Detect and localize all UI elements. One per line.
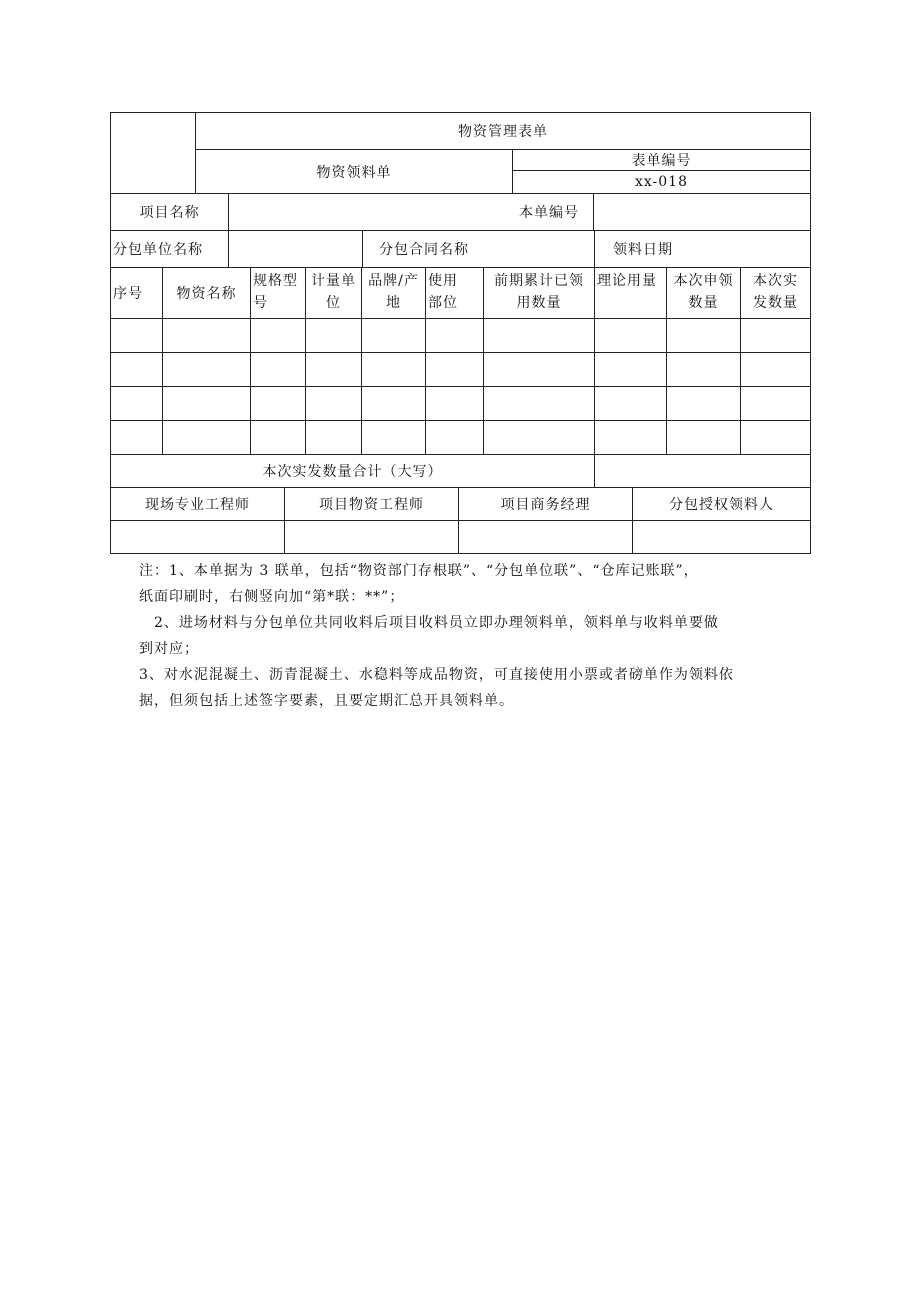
note-1-line-1: 注：1、本单据为 3 联单，包括“物资部门存根联”、“分包单位联”、“仓库记账联”，: [139, 563, 699, 579]
note-3-line-2: 据，但须包括上述签字要素，且要定期汇总开具领料单。: [139, 693, 514, 709]
col-apply: 本次申领 数量: [667, 268, 741, 319]
col-unit: 计量单 位: [306, 268, 362, 319]
total-row: [110, 454, 811, 488]
note-3-line-1: 3、对水泥混凝土、沥青混凝土、水稳料等成品物资，可直接使用小票或者磅单作为领料依: [139, 667, 734, 683]
note-2-line-2: 到对应；: [139, 641, 199, 657]
subcontractor-value[interactable]: [229, 231, 363, 268]
col-cumulative: 前期累计已领 用数量: [484, 268, 595, 319]
material-requisition-form: [110, 112, 810, 554]
project-name-label: 项目名称: [111, 194, 229, 231]
col-usage: 使用 部位: [426, 268, 484, 319]
col-name: 物资名称: [163, 268, 251, 319]
col-seq: 序号: [111, 268, 163, 319]
material-engineer-label: 项目物资工程师: [285, 488, 459, 521]
table-row: [111, 353, 811, 387]
table-row: [111, 421, 811, 455]
form-title: 物资领料单: [196, 150, 513, 194]
subcontractor-label: 分包单位名称: [111, 231, 229, 268]
commercial-manager-signature[interactable]: [459, 521, 633, 554]
management-title: 物资管理表单: [196, 113, 811, 150]
items-header-row: [111, 268, 811, 319]
signature-table: [110, 487, 811, 554]
total-label: 本次实发数量合计（大写）: [111, 455, 595, 488]
site-engineer-label: 现场专业工程师: [111, 488, 285, 521]
form-notes: [139, 558, 811, 714]
col-actual: 本次实 发数量: [741, 268, 811, 319]
col-spec: 规格型 号: [251, 268, 306, 319]
form-no-label: 表单编号: [513, 150, 811, 171]
col-theory: 理论用量: [595, 268, 667, 319]
total-value[interactable]: [595, 455, 811, 488]
logo-cell: [111, 113, 196, 194]
contract-label: 分包合同名称: [363, 231, 595, 268]
doc-no-value[interactable]: [594, 194, 811, 231]
form-header: [110, 112, 811, 194]
note-2-line-1: 2、进场材料与分包单位共同收料后项目收料员立即办理领料单，领料单与收料单要做: [139, 615, 719, 631]
authorized-receiver-label: 分包授权领料人: [633, 488, 811, 521]
col-brand: 品牌/产 地: [362, 268, 426, 319]
table-row: [111, 319, 811, 353]
form-no-value: xx-018: [513, 171, 811, 194]
items-table: [110, 267, 811, 455]
table-row: [111, 387, 811, 421]
material-engineer-signature[interactable]: [285, 521, 459, 554]
doc-no-label: 本单编号: [229, 194, 594, 231]
site-engineer-signature[interactable]: [111, 521, 285, 554]
note-1-line-2: 纸面印刷时，右侧竖向加“第*联：**”；: [139, 589, 405, 605]
project-row: [110, 193, 811, 231]
commercial-manager-label: 项目商务经理: [459, 488, 633, 521]
requisition-date-label: 领料日期: [595, 231, 811, 268]
authorized-receiver-signature[interactable]: [633, 521, 811, 554]
subcontractor-row: [110, 230, 811, 268]
